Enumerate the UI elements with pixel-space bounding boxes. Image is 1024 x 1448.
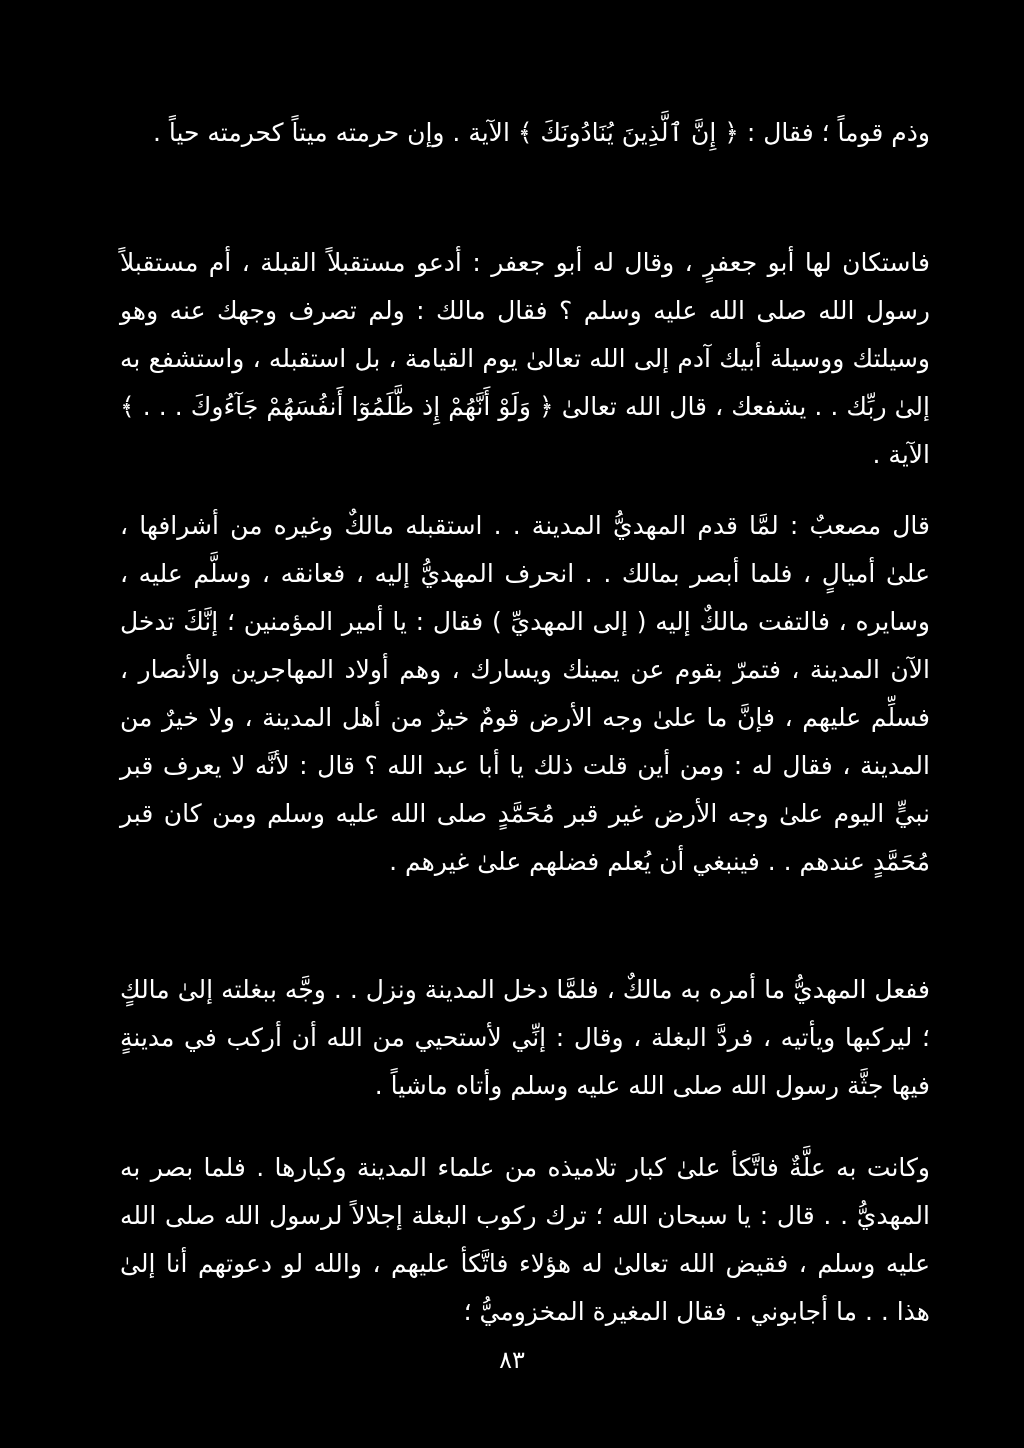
paragraph-4: ففعل المهديُّ ما أمره به مالكٌ ، فلمَّا دخل المدينة ونزل . . وجَّه ببغلته إلىٰ مالكٍ ؛ ليركبها ويأتيه ، فردَّ البغلة ، وقال : إنِّي لأستحيي من الله أن أركب في مدينةٍ فيها جثَّة رسول الله صلى الله عليه وسلم وأتاه ماشياً . [120,975,930,1100]
paragraph-5: وكانت به علَّةٌ فاتَّكأ علىٰ كبار تلاميذه من علماء المدينة وكبارها . فلما بصر به المهديُّ . . قال : يا سبحان الله ؛ ترك ركوب البغلة إجلالاً لرسول الله صلى الله عليه وسلم ، فقيض الله تعالىٰ له هؤلاء فاتَّكأ عليهم ، والله لو دعوتهم أنا إلىٰ هذا . . ما أجابوني . فقال المغيرة المخزوميُّ ؛ [120,1153,930,1326]
paragraph-1: وذم قوماً ؛ فقال : ﴿ إِنَّ ٱلَّذِينَ يُنَادُونَكَ ﴾ الآية . وإن حرمته ميتاً كحرمته حياً . [152,118,930,147]
paragraph-3: قال مصعبٌ : لمَّا قدم المهديُّ المدينة . . استقبله مالكٌ وغيره من أشرافها ، علىٰ أميالٍ ، فلما أبصر بمالك . . انحرف المهديُّ إليه ، فعانقه ، وسلَّم عليه ، وسايره ، فالتفت مالكٌ إليه ( إلى المهديِّ ) فقال : يا أمير المؤمنين ؛ إنَّكَ تدخل الآن المدينة ، فتمرّ بقوم عن يمينك ويسارك ، وهم أولاد المهاجرين والأنصار ، فسلِّم عليهم ، فإنَّ ما علىٰ وجه الأرض قومٌ خيرٌ من أهل المدينة ، ولا خيرٌ من المدينة ، فقال له : ومن أين قلت ذلك يا أبا عبد الله ؟ قال : لأنَّه لا يعرف قبر نبيٍّ اليوم علىٰ وجه الأرض غير قبر مُحَمَّدٍ صلى الله عليه وسلم ومن كان قبر مُحَمَّدٍ عندهم . . فينبغي أن يُعلم فضلهم علىٰ غيرهم . [120,511,930,876]
page-number: ٨٣ [499,1346,525,1374]
paragraph-2: فاستكان لها أبو جعفرٍ ، وقال له أبو جعفر : أدعو مستقبلاً القبلة ، أم مستقبلاً رسول الله صلى الله عليه وسلم ؟ فقال مالك : ولم تصرف وجهك عنه وهو وسيلتك ووسيلة أبيك آدم إلى الله تعالىٰ يوم القيامة ، بل استقبله ، واستشفع به إلىٰ ربِّك . . يشفعك ، قال الله تعالىٰ ﴿ وَلَوْ أَنَّهُمْ إِذ ظَّلَمُوٓا أَنفُسَهُمْ جَآءُوكَ . . . ﴾ الآية . [120,248,930,469]
